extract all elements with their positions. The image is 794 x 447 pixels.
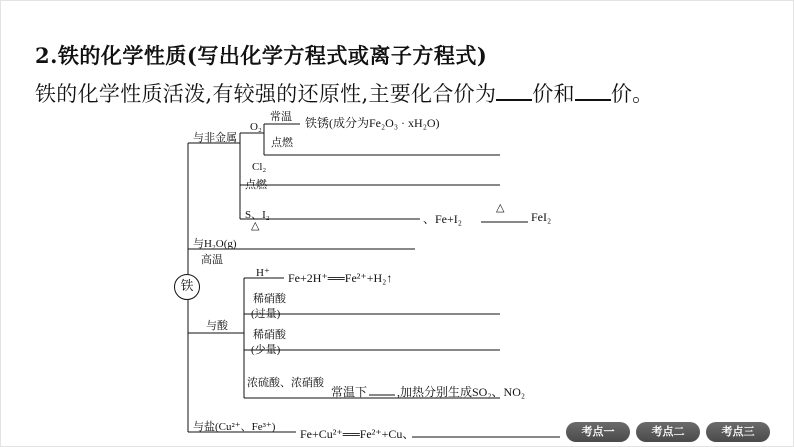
intro-after: 价。 bbox=[610, 82, 654, 106]
cl2-label: Cl₂ bbox=[252, 161, 267, 173]
nav-point-3[interactable]: 考点三 bbox=[706, 422, 770, 442]
conc-acid-text-1: 常温下 bbox=[331, 385, 368, 399]
dilute-nitric-excess-label: 稀硝酸 bbox=[253, 293, 286, 305]
o2-label: O₂ bbox=[250, 121, 262, 133]
intro-before: 铁的化学性质活泼,有较强的还原性,主要化合价为 bbox=[35, 82, 497, 106]
h-plus-equation: Fe+2H⁺══Fe²⁺+H₂↑ bbox=[288, 271, 393, 285]
fe-i2-equation-left: 、Fe+I₂ bbox=[423, 212, 462, 226]
branch-salt: 与盐(Cu²⁺、Fe³⁺) bbox=[193, 421, 276, 433]
section-heading: 2.铁的化学性质(写出化学方程式或离子方程式) bbox=[35, 43, 488, 68]
o2-condition-room-temp: 常温 bbox=[270, 111, 292, 123]
branch-nonmetal: 与非金属 bbox=[193, 132, 237, 144]
iron-node: 铁 bbox=[174, 274, 200, 300]
fe-i2-condition: △ bbox=[496, 202, 505, 214]
s-i2-condition: △ bbox=[251, 220, 260, 232]
excess-label: (过量) bbox=[251, 308, 281, 320]
branch-water: 与H₂O(g) bbox=[193, 238, 237, 250]
dilute-nitric-little-label: 稀硝酸 bbox=[253, 329, 286, 341]
nav-point-2[interactable]: 考点二 bbox=[636, 422, 700, 442]
cl2-condition: 点燃 bbox=[245, 179, 267, 191]
branch-acid: 与酸 bbox=[206, 320, 228, 332]
little-label: (少量) bbox=[251, 344, 281, 356]
h-plus-label: H⁺ bbox=[256, 267, 270, 279]
nav-point-1[interactable]: 考点一 bbox=[566, 422, 630, 442]
s-i2-label: S、I₂ bbox=[245, 209, 270, 221]
conc-acid-label: 浓硫酸、浓硝酸 bbox=[247, 377, 324, 389]
intro-middle: 价和 bbox=[532, 82, 575, 106]
salt-equation: Fe+Cu²⁺══Fe²⁺+Cu、 bbox=[300, 427, 415, 441]
branch-water-condition: 高温 bbox=[201, 254, 223, 266]
o2-condition-ignite: 点燃 bbox=[271, 137, 293, 149]
fe-i2-equation-right: FeI₂ bbox=[531, 210, 552, 224]
conc-acid-text-2: ,加热分别生成SO₂、NO₂ bbox=[397, 385, 526, 399]
o2-result-rust: 铁锈(成分为Fe₂O₃ · xH₂O) bbox=[305, 116, 440, 130]
